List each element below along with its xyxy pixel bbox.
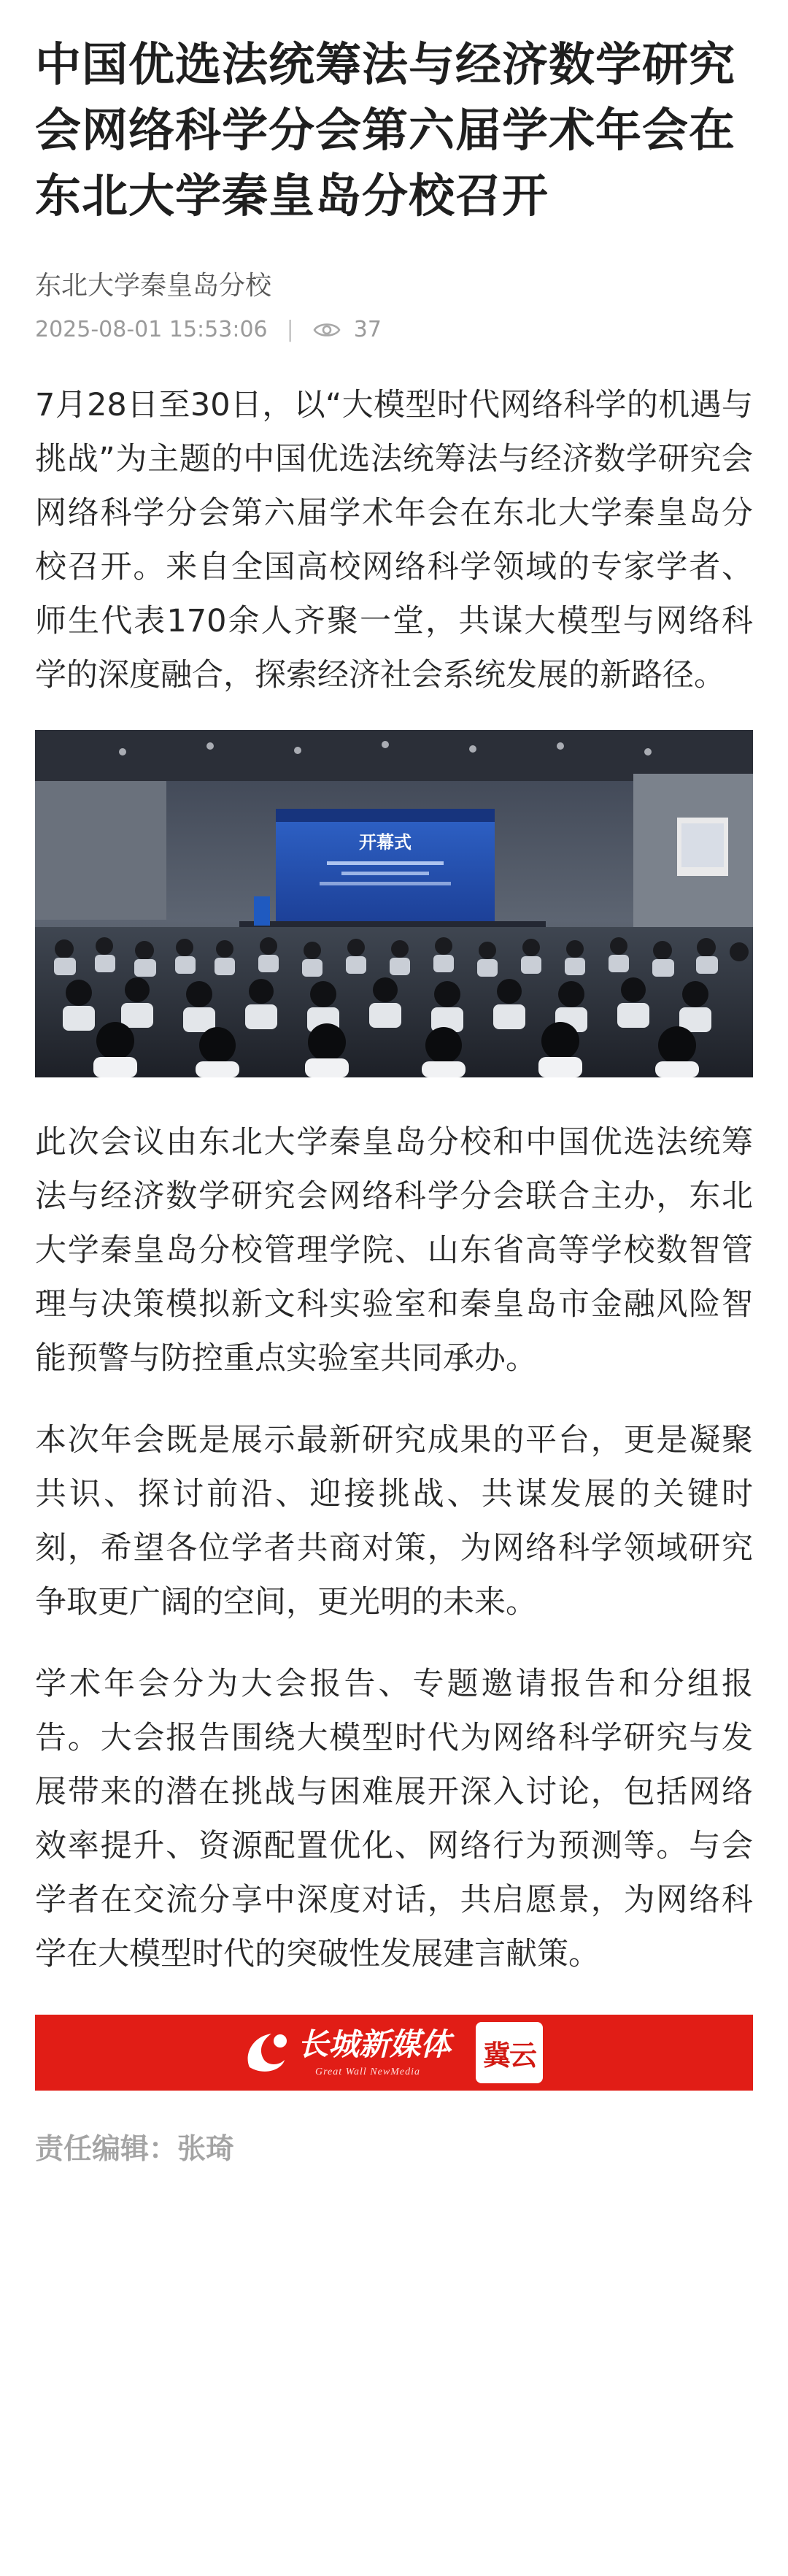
- media-banner[interactable]: [35, 2015, 753, 2091]
- article-paragraph-2: 此次会议由东北大学秦皇岛分校和中国优选法统筹法与经济数学研究会网络科学分会联合主办，东北大学秦皇岛分校管理学院、山东省高等学校数智管理与决策模拟新文科实验室和秦皇岛市金融风险智能预警与防控重点实验室共同承办。: [35, 1124, 753, 1377]
- article-meta: [35, 315, 753, 345]
- meta-separator: |: [286, 317, 294, 342]
- article: [35, 0, 753, 2168]
- publish-date: 2025-08-01 15:53:06: [35, 317, 268, 342]
- article-paragraph-3: 本次年会既是展示最新研究成果的平台，更是凝聚共识、探讨前沿、迎接挑战、共谋发展的关键时刻，希望各位学者共商对策，为网络科学领域研究争取更广阔的空间，更光明的未来。: [35, 1422, 753, 1620]
- article-source[interactable]: 东北大学秦皇岛分校: [35, 271, 272, 301]
- article-title: 中国优选法统筹法与经济数学研究会网络科学分会第六届学术年会在东北大学秦皇岛分校召开: [35, 38, 735, 223]
- conference-photo[interactable]: [35, 730, 753, 1077]
- eye-icon: [313, 320, 341, 339]
- banner-brand-sub: Great Wall NewMedia: [315, 2066, 420, 2077]
- great-wall-logo-icon: [239, 2025, 298, 2080]
- article-paragraph-4: 学术年会分为大会报告、专题邀请报告和分组报告。大会报告围绕大模型时代为网络科学研究与发展带来的潜在挑战与困难展开深入讨论，包括网络效率提升、资源配置优化、网络行为预测等。与会学者在交流分享中深度对话，共启愿景，为网络科学在大模型时代的突破性发展建言献策。: [35, 1666, 753, 1972]
- conference-photo-illustration: [35, 730, 753, 1077]
- article-paragraph-1: 7月28日至30日，以“大模型时代网络科学的机遇与挑战”为主题的中国优选法统筹法与经济数学研究会网络科学分会第六届学术年会在东北大学秦皇岛分校召开。来自全国高校网络科学领域的专家学者、师生代表170余人齐聚一堂，共谋大模型与网络科学的深度融合，探索经济社会系统发展的新路径。: [35, 387, 753, 693]
- responsible-editor: 责任编辑：张琦: [35, 2133, 235, 2166]
- banner-brand: 长城新媒体: [298, 2026, 452, 2062]
- jiyun-badge-label: 冀云: [482, 2038, 536, 2072]
- view-count: 37: [353, 317, 382, 342]
- jiyun-badge[interactable]: [476, 2022, 543, 2083]
- screen-title: 开幕式: [359, 832, 412, 853]
